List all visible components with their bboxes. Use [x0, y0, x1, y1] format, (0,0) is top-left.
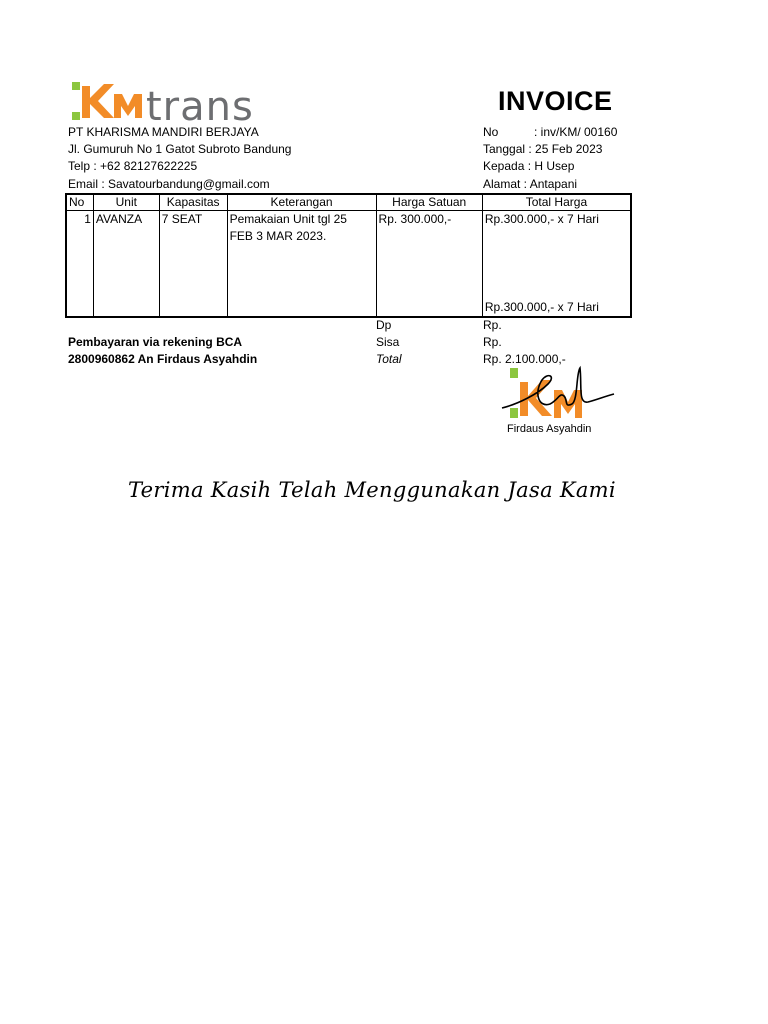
- col-header-kapasitas: Kapasitas: [159, 194, 227, 211]
- cell-total-harga: [482, 211, 631, 318]
- invoice-no-value: : inv/KM/ 00160: [534, 125, 618, 139]
- logo-square-green-bottom: [72, 112, 80, 120]
- payment-bank: Pembayaran via rekening BCA: [68, 335, 243, 349]
- cell-total-line1: Rp.300.000,- x 7 Hari: [484, 212, 599, 226]
- stamp-square-green-top: [510, 368, 518, 378]
- col-header-total-harga: Total Harga: [482, 194, 631, 211]
- company-email: Email : Savatourbandung@gmail.com: [68, 177, 270, 191]
- company-address: Jl. Gumuruh No 1 Gatot Subroto Bandung: [68, 142, 292, 156]
- stamp-square-green-bottom: [510, 408, 518, 418]
- logo-k-shape: [82, 84, 114, 118]
- cell-kapasitas: 7 SEAT: [159, 211, 227, 318]
- cell-unit: AVANZA: [93, 211, 159, 318]
- company-name: PT KHARISMA MANDIRI BERJAYA: [68, 125, 259, 139]
- col-header-keterangan: Keterangan: [227, 194, 376, 211]
- total-label: Total: [376, 352, 402, 366]
- invoice-recipient: Kepada : H Usep: [483, 159, 575, 173]
- logo-square-green-top: [72, 82, 80, 90]
- table-row: [66, 211, 631, 318]
- stamp-m-shape: [554, 390, 582, 418]
- signature-stamp: [498, 364, 618, 426]
- cell-harga-satuan: Rp. 300.000,-: [376, 211, 482, 318]
- table-header-row: [66, 194, 631, 211]
- invoice-recipient-address: Alamat : Antapani: [483, 177, 578, 191]
- logo-trans-text: trans: [146, 84, 254, 128]
- cell-total-line2: Rp.300.000,- x 7 Hari: [484, 300, 599, 314]
- company-logo: [70, 76, 285, 128]
- col-header-no: No: [66, 194, 93, 211]
- total-value: Rp. 2.100.000,-: [483, 352, 566, 366]
- payment-account: 2800960862 An Firdaus Asyahdin: [68, 352, 258, 366]
- cell-keterangan: Pemakaian Unit tgl 25 FEB 3 MAR 2023.: [227, 211, 376, 318]
- col-header-harga-satuan: Harga Satuan: [376, 194, 482, 211]
- dp-value: Rp.: [483, 318, 502, 332]
- logo-m-shape: [114, 94, 142, 118]
- signature-name: Firdaus Asyahdin: [507, 423, 592, 435]
- cell-no: 1: [66, 211, 93, 318]
- invoice-date: Tanggal : 25 Feb 2023: [483, 142, 603, 156]
- invoice-title: INVOICE: [498, 86, 613, 116]
- company-phone: Telp : +62 82127622225: [68, 159, 198, 173]
- dp-label: Dp: [376, 318, 392, 332]
- thank-you-message: Terima Kasih Telah Menggunakan Jasa Kami: [128, 478, 616, 502]
- invoice-no-label: No: [483, 125, 499, 139]
- col-header-unit: Unit: [93, 194, 159, 211]
- sisa-value: Rp.: [483, 335, 502, 349]
- sisa-label: Sisa: [376, 335, 400, 349]
- invoice-table: [65, 193, 632, 318]
